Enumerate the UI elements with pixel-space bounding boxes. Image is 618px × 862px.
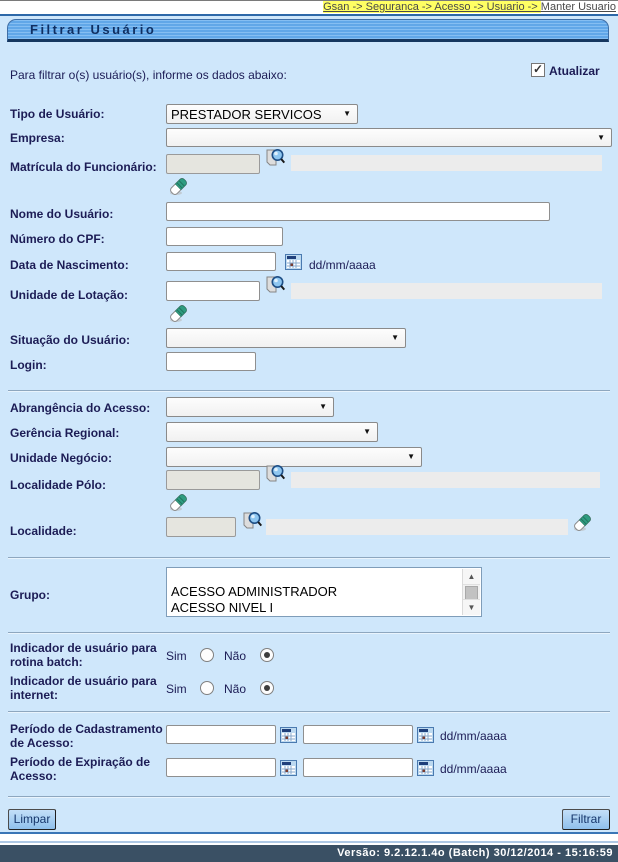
situacao-usuario-select[interactable]	[166, 328, 406, 348]
grupo-option[interactable]	[167, 568, 481, 584]
unidade-negocio-select[interactable]	[166, 447, 422, 467]
periodo-cadastramento-inicio-input[interactable]	[166, 725, 276, 744]
calendar-icon[interactable]	[417, 727, 434, 743]
periodo-expiracao-fim-input[interactable]	[303, 758, 413, 777]
login-input[interactable]	[166, 352, 256, 371]
form-area	[0, 16, 618, 833]
tipo-usuario-label: Tipo de Usuário:	[10, 107, 105, 121]
localidade-polo-label: Localidade Pólo:	[10, 478, 107, 492]
localidade-descricao-field	[266, 519, 568, 535]
periodo-cadastramento-hint: dd/mm/aaaa	[440, 729, 507, 743]
nome-usuario-label: Nome do Usuário:	[10, 207, 114, 221]
listbox-scrollbar[interactable]	[462, 569, 480, 615]
atualizar-checkbox[interactable]: ✓	[532, 62, 544, 76]
search-icon[interactable]	[240, 510, 263, 533]
breadcrumb	[0, 1, 616, 14]
page-title: Filtrar Usuário	[30, 22, 157, 37]
eraser-icon[interactable]	[572, 512, 593, 533]
chevron-down-icon: ▼	[343, 109, 351, 118]
section-divider	[8, 711, 610, 713]
chevron-down-icon: ▼	[363, 427, 371, 436]
periodo-expiracao-hint: dd/mm/aaaa	[440, 762, 507, 776]
atualizar-label: Atualizar	[549, 64, 600, 78]
content-bottom-border	[0, 832, 618, 834]
breadcrumb-current-link[interactable]: Manter Usuario	[540, 1, 616, 13]
grupo-label: Grupo:	[10, 588, 50, 602]
section-divider	[8, 632, 610, 634]
search-icon[interactable]	[263, 463, 286, 486]
localidade-label: Localidade:	[10, 524, 77, 538]
cpf-label: Número do CPF:	[10, 232, 105, 246]
abrangencia-select[interactable]	[166, 397, 334, 417]
internet-nao-radio[interactable]	[260, 681, 274, 695]
tipo-usuario-value: PRESTADOR SERVICOS	[171, 106, 322, 122]
eraser-icon[interactable]	[168, 492, 189, 513]
cpf-input[interactable]	[166, 227, 283, 246]
section-divider	[8, 557, 610, 559]
gerencia-regional-select[interactable]	[166, 422, 378, 442]
scroll-down-icon[interactable]: ▼	[463, 599, 480, 615]
intro-text: Para filtrar o(s) usuário(s), informe os dados abaixo:	[10, 68, 287, 82]
nome-usuario-input[interactable]	[166, 202, 550, 221]
periodo-cadastramento-fim-input[interactable]	[303, 725, 413, 744]
login-label: Login:	[10, 358, 47, 372]
limpar-button[interactable]: Limpar	[8, 809, 56, 830]
tipo-usuario-select[interactable]	[166, 104, 358, 124]
section-divider	[8, 390, 610, 392]
chevron-down-icon: ▼	[597, 132, 605, 142]
search-icon[interactable]	[263, 147, 286, 170]
empresa-label: Empresa:	[10, 131, 65, 145]
grupo-option[interactable]: ACESSO ADMINISTRADOR	[171, 584, 338, 599]
grupo-option[interactable]: ACESSO NIVEL I	[171, 600, 274, 615]
empresa-select[interactable]	[166, 128, 612, 147]
internet-nao-label: Não	[224, 682, 247, 696]
localidade-input	[166, 517, 236, 537]
version-footer: Versão: 9.2.12.1.4o (Batch) 30/12/2014 - 15:16:59	[0, 845, 618, 862]
filtrar-button[interactable]: Filtrar	[562, 809, 610, 830]
matricula-descricao-field	[291, 155, 602, 171]
batch-nao-label: Não	[224, 649, 247, 663]
abrangencia-label: Abrangência do Acesso:	[10, 401, 151, 415]
unidade-lotacao-input[interactable]	[166, 281, 260, 301]
gerencia-regional-label: Gerência Regional:	[10, 426, 120, 440]
breadcrumb-path-links[interactable]: Gsan -> Seguranca -> Acesso -> Usuario ->	[323, 1, 541, 13]
data-nascimento-label: Data de Nascimento:	[10, 258, 129, 272]
localidade-polo-descricao-field	[291, 472, 600, 488]
calendar-icon[interactable]	[280, 760, 297, 776]
calendar-icon[interactable]	[280, 727, 297, 743]
scroll-up-icon[interactable]: ▲	[463, 569, 480, 585]
chevron-down-icon: ▼	[391, 333, 399, 342]
grupo-listbox[interactable]	[166, 567, 482, 617]
periodo-cadastramento-label: Período de Cadastramento de Acesso:	[10, 722, 163, 750]
indicador-batch-label: Indicador de usuário para rotina batch:	[10, 641, 157, 669]
eraser-icon[interactable]	[168, 303, 189, 324]
matricula-input	[166, 154, 260, 174]
batch-sim-label: Sim	[166, 649, 187, 663]
search-icon[interactable]	[263, 274, 286, 297]
internet-sim-label: Sim	[166, 682, 187, 696]
data-nascimento-hint: dd/mm/aaaa	[309, 258, 376, 272]
indicador-internet-label: Indicador de usuário para internet:	[10, 674, 157, 702]
localidade-polo-input	[166, 470, 260, 490]
periodo-expiracao-inicio-input[interactable]	[166, 758, 276, 777]
data-nascimento-input[interactable]	[166, 252, 276, 271]
chevron-down-icon: ▼	[319, 402, 327, 411]
calendar-icon[interactable]	[285, 254, 302, 270]
batch-nao-radio[interactable]	[260, 648, 274, 662]
matricula-label: Matrícula do Funcionário:	[10, 160, 157, 174]
internet-sim-radio[interactable]	[200, 681, 214, 695]
eraser-icon[interactable]	[168, 176, 189, 197]
section-divider	[8, 796, 610, 798]
batch-sim-radio[interactable]	[200, 648, 214, 662]
pre-footer-line	[0, 841, 618, 843]
unidade-lotacao-descricao-field	[291, 283, 602, 299]
calendar-icon[interactable]	[417, 760, 434, 776]
chevron-down-icon: ▼	[407, 452, 415, 461]
situacao-usuario-label: Situação do Usuário:	[10, 333, 131, 347]
unidade-negocio-label: Unidade Negócio:	[10, 451, 113, 465]
unidade-lotacao-label: Unidade de Lotação:	[10, 288, 129, 302]
periodo-expiracao-label: Período de Expiração de Acesso:	[10, 755, 151, 783]
